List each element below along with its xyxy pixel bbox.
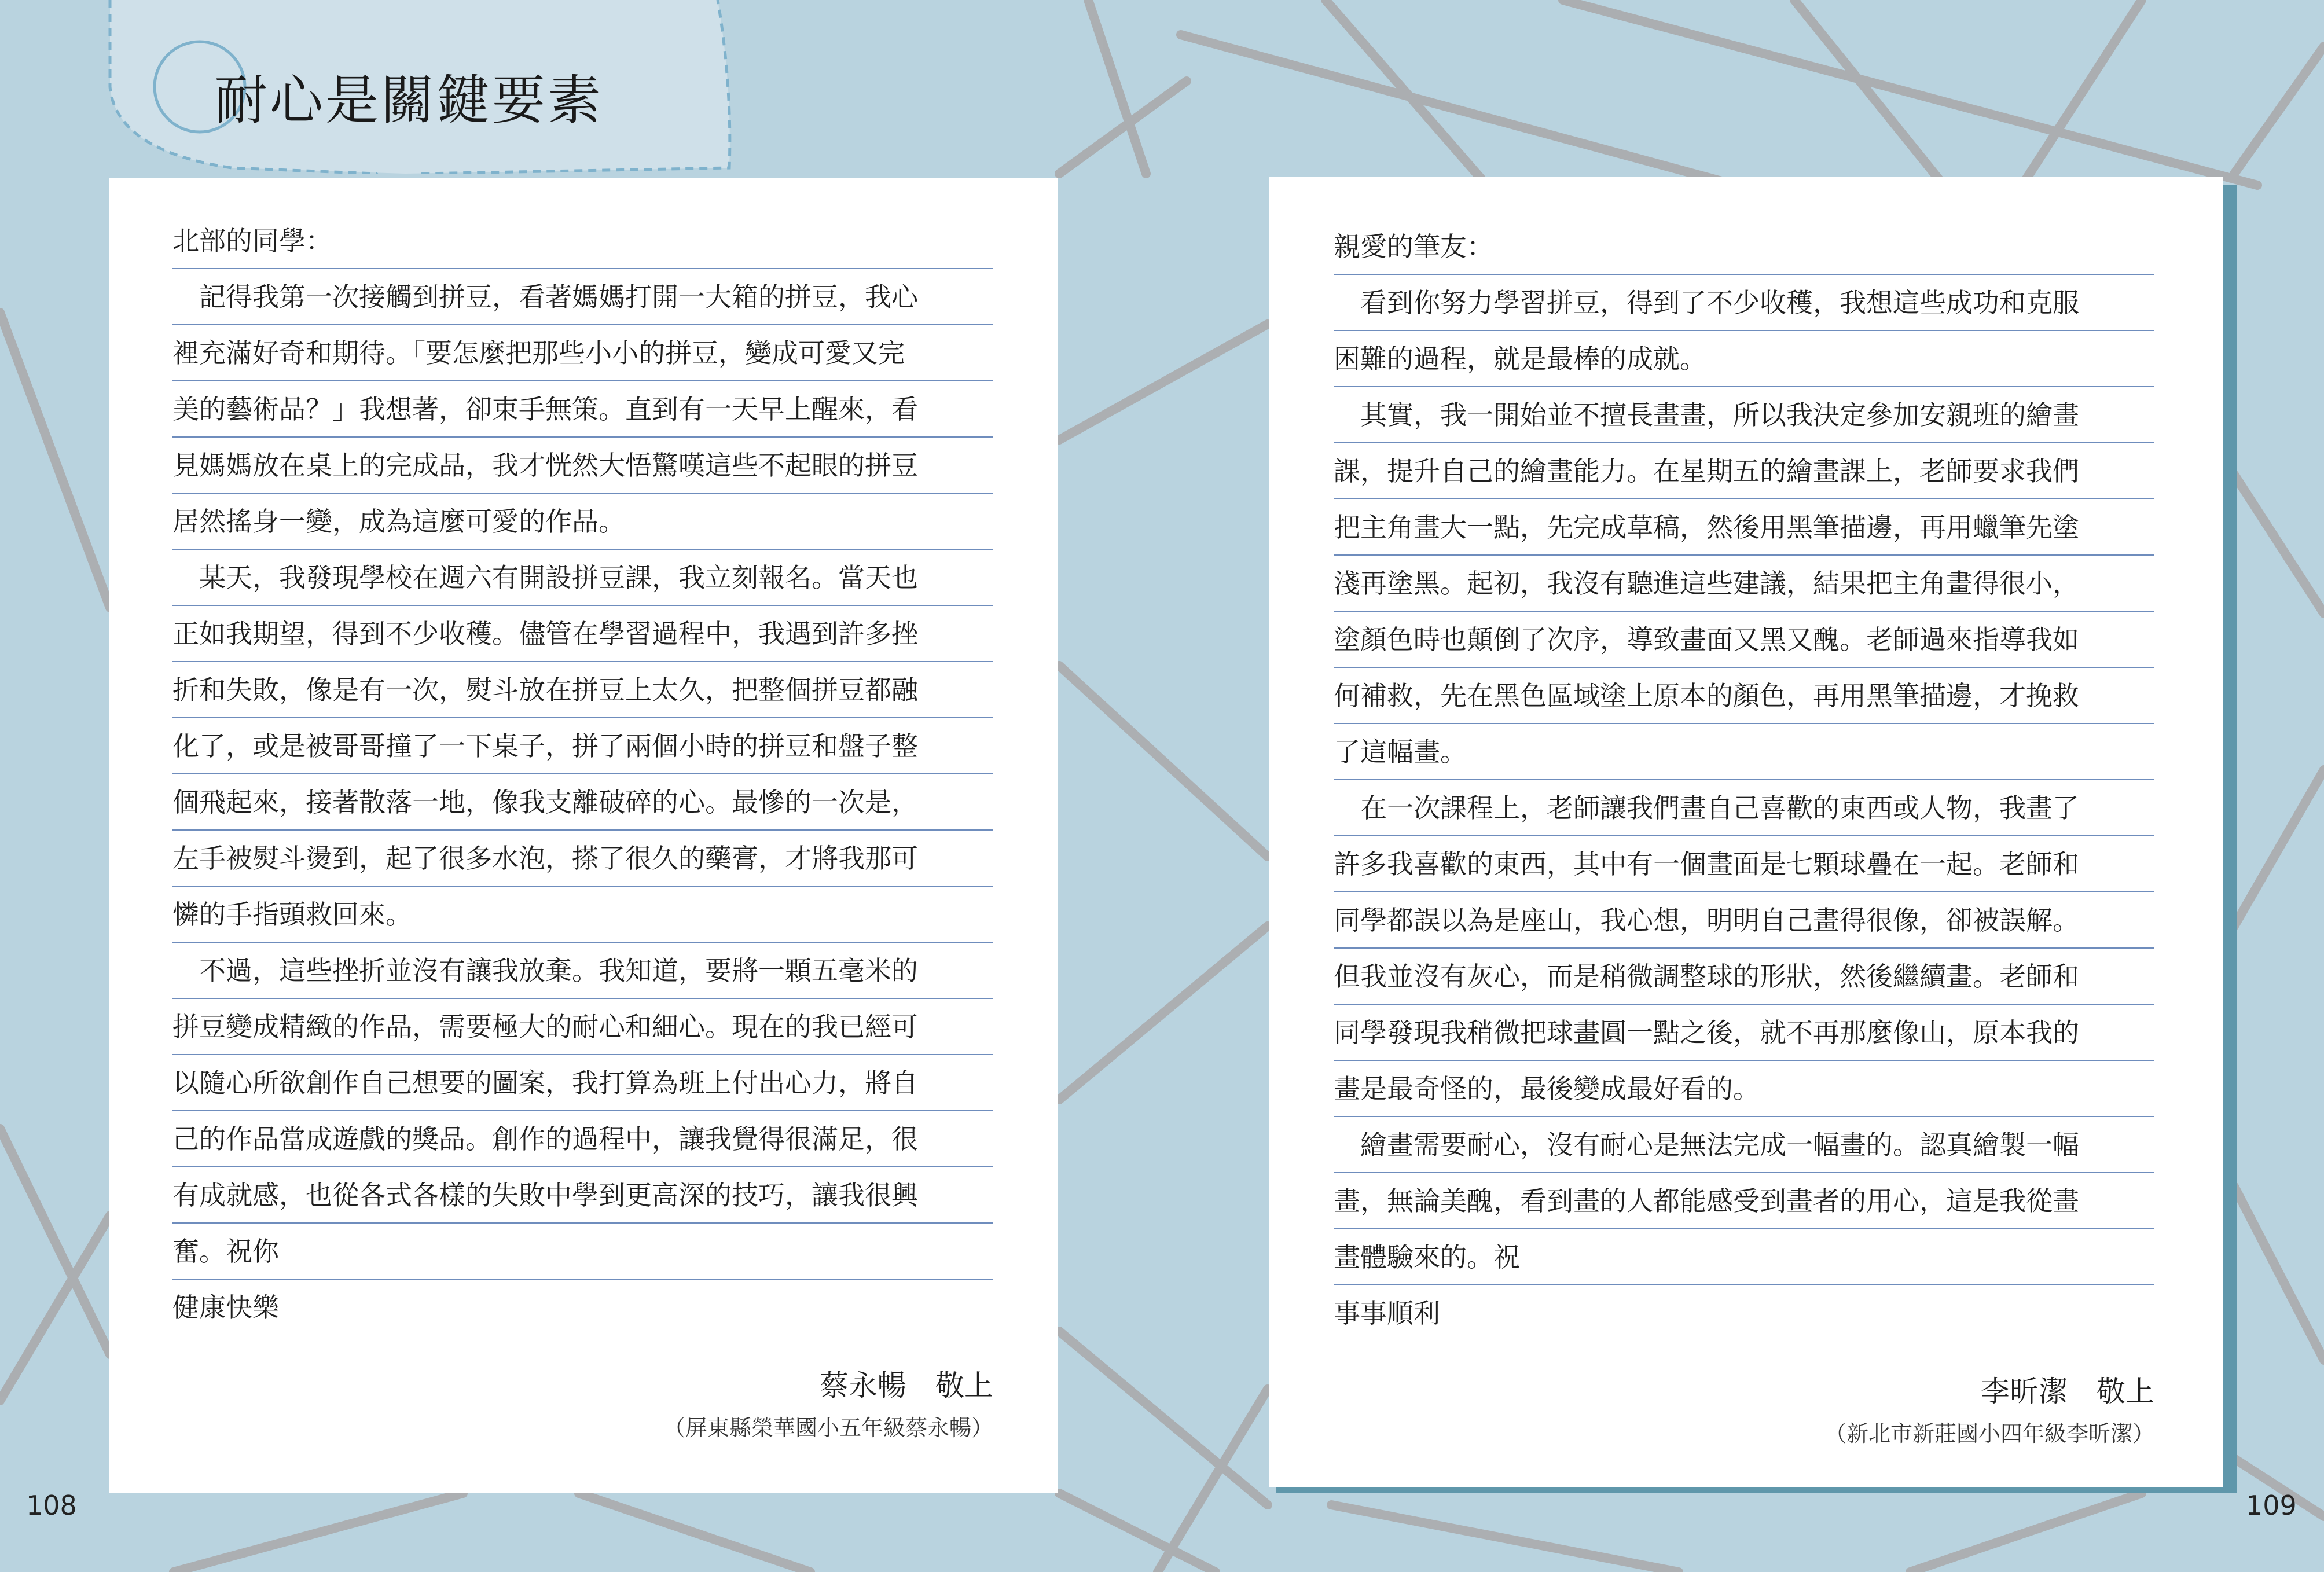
- letter-line: 以隨心所欲創作自己想要的圖案，我打算為班上付出心力，將自: [172, 1055, 993, 1111]
- letter-line: 塗顏色時也顛倒了次序，導致畫面又黑又醜。老師過來指導我如: [1334, 612, 2154, 668]
- left-signature: 蔡永暢 敬上: [820, 1369, 993, 1402]
- left-school-note: （屏東縣榮華國小五年級蔡永暢）: [663, 1415, 993, 1441]
- letter-line: 個飛起來，接著散落一地，像我支離破碎的心。最慘的一次是，: [172, 774, 993, 831]
- letter-line: 困難的過程，就是最棒的成就。: [1334, 331, 2154, 387]
- letter-line: 同學都誤以為是座山，我心想，明明自己畫得很像，卻被誤解。: [1334, 892, 2154, 949]
- letter-line: 左手被熨斗燙到，起了很多水泡，搽了很久的藥膏，才將我那可: [172, 831, 993, 887]
- letter-line: 折和失敗，像是有一次，熨斗放在拼豆上太久，把整個拼豆都融: [172, 662, 993, 718]
- letter-line: 某天，我發現學校在週六有開設拼豆課，我立刻報名。當天也: [172, 550, 993, 606]
- letter-line: 畫體驗來的。祝: [1334, 1229, 2154, 1285]
- letter-line: 畫，無論美醜，看到畫的人都能感受到畫者的用心，這是我從畫: [1334, 1173, 2154, 1229]
- letter-line: 親愛的筆友：: [1334, 219, 2154, 275]
- right-school-note: （新北市新莊國小四年級李昕潔）: [1824, 1421, 2154, 1446]
- letter-line: 化了，或是被哥哥撞了一下桌子，拼了兩個小時的拼豆和盤子整: [172, 718, 993, 774]
- letter-line: 在一次課程上，老師讓我們畫自己喜歡的東西或人物，我畫了: [1334, 780, 2154, 836]
- letter-line: 記得我第一次接觸到拼豆，看著媽媽打開一大箱的拼豆，我心: [172, 269, 993, 325]
- letter-line: 裡充滿好奇和期待。「要怎麼把那些小小的拼豆，變成可愛又完: [172, 325, 993, 381]
- page-title: 耐心是關鍵要素: [214, 69, 604, 131]
- right-letter-paper: [1269, 177, 2223, 1487]
- letter-line: 同學發現我稍微把球畫圓一點之後，就不再那麼像山，原本我的: [1334, 1005, 2154, 1061]
- letter-line: 但我並沒有灰心，而是稍微調整球的形狀，然後繼續畫。老師和: [1334, 949, 2154, 1005]
- page-number-left: 108: [26, 1490, 77, 1521]
- letter-line: 居然搖身一變，成為這麼可愛的作品。: [172, 494, 993, 550]
- letter-line: 健康快樂: [172, 1292, 279, 1323]
- left-letter-paper: [109, 178, 1058, 1493]
- letter-line: 何補救，先在黑色區域塗上原本的顏色，再用黑筆描邊，才挽救: [1334, 668, 2154, 724]
- right-signature: 李昕潔 敬上: [1981, 1375, 2154, 1408]
- letter-line: 許多我喜歡的東西，其中有一個畫面是七顆球疊在一起。老師和: [1334, 836, 2154, 892]
- letter-line: 憐的手指頭救回來。: [172, 887, 993, 943]
- letter-line: 看到你努力學習拼豆，得到了不少收穫，我想這些成功和克服: [1334, 275, 2154, 331]
- right-signature-block: [1824, 1368, 2154, 1448]
- letter-line: 課，提升自己的繪畫能力。在星期五的繪畫課上，老師要求我們: [1334, 443, 2154, 499]
- letter-line: 把主角畫大一點，先完成草稿，然後用黑筆描邊，再用蠟筆先塗: [1334, 499, 2154, 556]
- letter-line: 美的藝術品？」我想著，卻束手無策。直到有一天早上醒來，看: [172, 381, 993, 438]
- page-number-right: 109: [2246, 1490, 2297, 1521]
- letter-line: 淺再塗黑。起初，我沒有聽進這些建議，結果把主角畫得很小，: [1334, 556, 2154, 612]
- letter-line: 不過，這些挫折並沒有讓我放棄。我知道，要將一顆五毫米的: [172, 943, 993, 999]
- letter-line: 事事順利: [1334, 1298, 1440, 1329]
- letter-line: 其實，我一開始並不擅長畫畫，所以我決定參加安親班的繪畫: [1334, 387, 2154, 443]
- letter-line: 見媽媽放在桌上的完成品，我才恍然大悟驚嘆這些不起眼的拼豆: [172, 438, 993, 494]
- letter-line: 有成就感，也從各式各樣的失敗中學到更高深的技巧，讓我很興: [172, 1167, 993, 1224]
- letter-line: 正如我期望，得到不少收穫。儘管在學習過程中，我遇到許多挫: [172, 606, 993, 662]
- letter-line: 畫是最奇怪的，最後變成最好看的。: [1334, 1061, 2154, 1117]
- letter-line: 己的作品當成遊戲的獎品。創作的過程中，讓我覺得很滿足，很: [172, 1111, 993, 1167]
- letter-line: 奮。祝你: [172, 1224, 993, 1280]
- letter-line: 北部的同學：: [172, 213, 993, 269]
- left-signature-block: [663, 1362, 993, 1442]
- letter-line: 了這幅畫。: [1334, 724, 2154, 780]
- letter-line: 拼豆變成精緻的作品，需要極大的耐心和細心。現在的我已經可: [172, 999, 993, 1055]
- letter-line: 繪畫需要耐心，沒有耐心是無法完成一幅畫的。認真繪製一幅: [1334, 1117, 2154, 1173]
